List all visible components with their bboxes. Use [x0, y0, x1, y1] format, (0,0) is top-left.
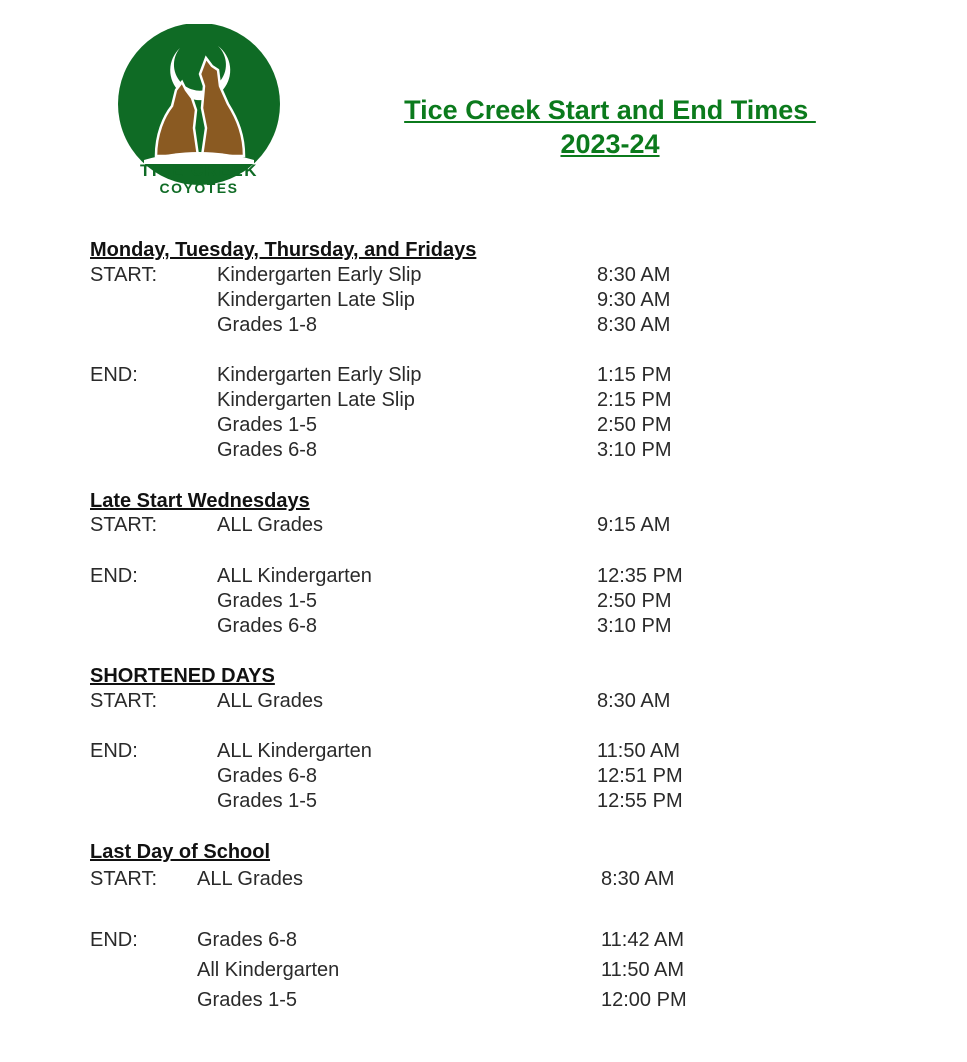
time-value: 12:55 PM — [597, 790, 683, 812]
start-label: START: — [90, 868, 158, 890]
time-value: 2:15 PM — [597, 389, 672, 411]
time-value: 11:50 AM — [597, 740, 681, 762]
grade-group: Kindergarten Late Slip — [217, 289, 415, 311]
grade-group: Grades 1-5 — [217, 590, 318, 612]
time-value: 12:00 PM — [601, 989, 687, 1011]
section-heading-regular-days: Monday, Tuesday, Thursday, and Fridays — [90, 239, 477, 261]
time-value: 9:30 AM — [597, 289, 671, 311]
grade-group: Grades 6-8 — [217, 615, 318, 637]
time-value: 11:42 AM — [601, 929, 685, 951]
grade-group: ALL Kindergarten — [217, 740, 372, 762]
time-value: 2:50 PM — [597, 414, 672, 436]
logo-text-line2: COYOTES — [159, 180, 239, 196]
grade-group: ALL Grades — [217, 690, 323, 712]
grade-group: Grades 1-5 — [197, 989, 298, 1011]
page-title: Tice Creek Start and End Times — [404, 95, 816, 125]
time-value: 12:35 PM — [597, 565, 683, 587]
time-value: 3:10 PM — [597, 439, 672, 461]
time-value: 2:50 PM — [597, 590, 672, 612]
end-label: END: — [90, 364, 138, 386]
page-subtitle-year: 2023-24 — [560, 129, 660, 159]
grade-group: Grades 6-8 — [217, 439, 318, 461]
end-label: END: — [90, 565, 138, 587]
grade-group: Kindergarten Early Slip — [217, 264, 422, 286]
grade-group: Kindergarten Late Slip — [217, 389, 415, 411]
end-label: END: — [90, 929, 138, 951]
time-value: 8:30 AM — [601, 868, 675, 890]
grade-group: Grades 1-8 — [217, 314, 318, 336]
time-value: 8:30 AM — [597, 314, 671, 336]
start-label: START: — [90, 690, 158, 712]
grade-group: ALL Grades — [217, 514, 323, 536]
time-value: 8:30 AM — [597, 264, 671, 286]
time-value: 3:10 PM — [597, 615, 672, 637]
time-value: 8:30 AM — [597, 690, 671, 712]
section-heading-late-start: Late Start Wednesdays — [90, 490, 310, 512]
logo-text-line1: TICE CREEK — [140, 161, 258, 180]
section-heading-shortened-days: SHORTENED DAYS — [90, 665, 275, 687]
grade-group: Grades 1-5 — [217, 790, 318, 812]
section-heading-last-day: Last Day of School — [90, 841, 271, 863]
grade-group: ALL Grades — [197, 868, 303, 890]
grade-group: Kindergarten Early Slip — [217, 364, 422, 386]
start-label: START: — [90, 514, 158, 536]
grade-group: All Kindergarten — [197, 959, 340, 981]
end-label: END: — [90, 740, 138, 762]
time-value: 9:15 AM — [597, 514, 671, 536]
grade-group: Grades 1-5 — [217, 414, 318, 436]
start-label: START: — [90, 264, 158, 286]
time-value: 11:50 AM — [601, 959, 685, 981]
tice-creek-coyotes-logo — [106, 24, 292, 200]
time-value: 1:15 PM — [597, 364, 672, 386]
grade-group: Grades 6-8 — [217, 765, 318, 787]
time-value: 12:51 PM — [597, 765, 683, 787]
grade-group: ALL Kindergarten — [217, 565, 372, 587]
grade-group: Grades 6-8 — [197, 929, 298, 951]
